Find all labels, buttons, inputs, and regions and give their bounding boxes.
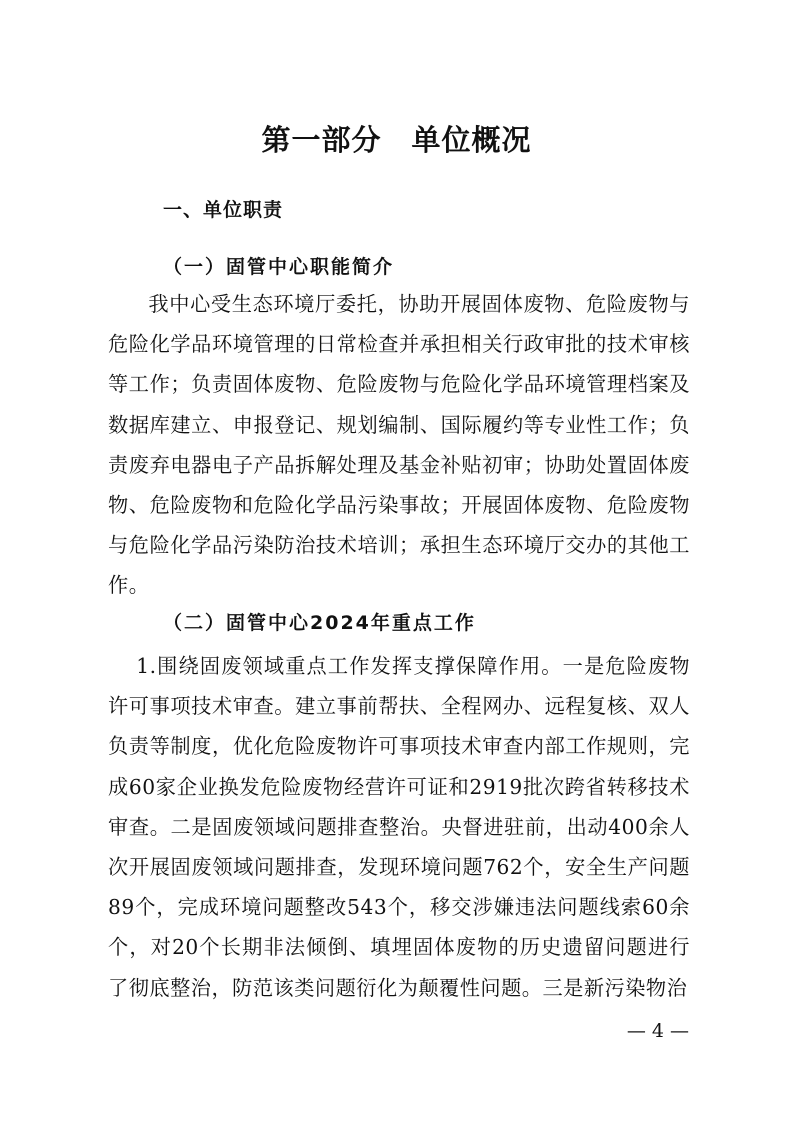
- subsection-heading-key-work-2024: （二）固管中心2024年重点工作: [163, 612, 476, 634]
- paragraph-key-work-2024: 1.围绕固废领域重点工作发挥支撑保障作用。一是危险废物许可事项技术审查。建立事前帮扶、全程网办、远程复核、双人负责等制度，优化危险废物许可事项技术审查内部工作规则，完成60家企业换发危险废物经营许可证和2919批次跨省转移技术审查。二是固废领域问题排查整治。央督进驻前，出动400余人次开展固废领域问题排查，发现环境问题762个，安全生产问题89个，完成环境问题整改543个，移交涉嫌违法问题线索60余个，对20个长期非法倾倒、填埋固体废物的历史遗留问题进行了彻底整治，防范该类问题衍化为颠覆性问题。三是新污染物治: [108, 654, 690, 1000]
- page-number: — 4 —: [626, 1020, 689, 1042]
- subsection-heading-function-intro: （一）固管中心职能简介: [163, 256, 395, 278]
- section-heading-unit-duties: 一、单位职责: [163, 199, 284, 221]
- page-title: 第一部分 单位概况: [261, 123, 532, 157]
- paragraph-function-intro: 我中心受生态环境厅委托，协助开展固体废物、危险废物与危险化学品环境管理的日常检查并承担相关行政审批的技术审核等工作；负责固体废物、危险废物与危险化学品环境管理档案及数据库建立、申报登记、规划编制、国际履约等专业性工作；负责废弃电器电子产品拆解处理及基金补贴初审；协助处置固体废物、危险废物和危险化学品污染事故；开展固体废物、危险废物与危险化学品污染防治技术培训；承担生态环境厅交办的其他工作。: [108, 292, 690, 598]
